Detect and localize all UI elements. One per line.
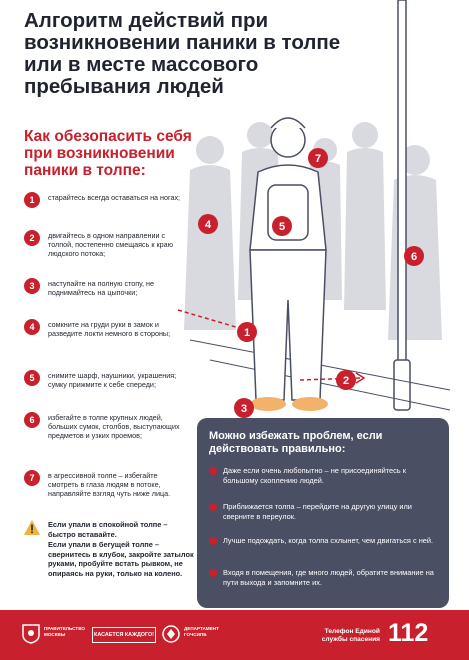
hotline-label: Телефон Единой службы спасения (321, 628, 380, 643)
tip-text: сомкните на груди руки в замок и разведите локти немного в стороны; (48, 320, 171, 339)
tip-text: в агрессивной толпе – избегайте смотреть в глаза людям в потоке, направляйте взгляд чуть ниже лица. (48, 471, 171, 499)
department-emblem-icon (162, 624, 180, 644)
bullet-icon (209, 467, 217, 475)
tip-text: избегайте в толпе крупных людей, больших сумок, столбов, выступающих предметов и узких проемов; (48, 413, 180, 441)
government-logo-text: ПРАВИТЕЛЬСТВО МОСКВЫ (44, 626, 85, 637)
bullet-icon (209, 503, 217, 511)
svg-text:4: 4 (204, 219, 212, 231)
svg-text:7: 7 (314, 153, 322, 165)
tip-number-badge: 5 (24, 370, 40, 386)
section-subtitle: Как обезопасить себя при возникновении паники в толпе: (24, 128, 192, 179)
tip-text: наступайте на полную стопу, не поднимайтесь на цыпочки; (48, 279, 155, 298)
marker-6 (404, 246, 424, 266)
tip-number-badge: 2 (24, 230, 40, 246)
hotline-number: 112 (388, 619, 429, 647)
svg-text:5: 5 (278, 221, 286, 233)
advice-text: Приближается толпа – перейдите на другую улицу или сверните в переулок. (223, 502, 412, 521)
svg-text:1: 1 (243, 327, 251, 339)
svg-text:2: 2 (342, 375, 350, 387)
tip-number-badge: 7 (24, 470, 40, 486)
marker-1 (237, 322, 257, 342)
advice-text: Входя в помещения, где много людей, обратите внимание на пути выхода и запомните их. (223, 568, 434, 587)
warning-line-running: Если упали в бегущей толпе – свернитесь в клубок, закройте затылок руками, пробуйте встать рывком, не опираясь на руки, только на колено. (48, 540, 194, 578)
tip-text: старайтесь всегда оставаться на ногах; (48, 193, 181, 202)
marker-3 (234, 398, 254, 418)
advice-panel (197, 418, 449, 608)
tip-number-badge: 4 (24, 319, 40, 335)
tip-number-badge: 3 (24, 278, 40, 294)
bullet-icon (209, 569, 217, 577)
marker-7 (308, 148, 328, 168)
warning-line-calm: Если упали в спокойной толпе – быстро вставайте. (48, 520, 168, 539)
footer (0, 610, 469, 660)
advice-text: Даже если очень любопытно – не присоединяйтесь к большому скоплению людей. (223, 466, 406, 485)
department-logo-text: ДЕПАРТАМЕНТ ГОЧСИПБ (184, 626, 219, 637)
advice-text: Лучше подождать, когда толпа схлынет, чем двигаться с ней. (223, 536, 434, 545)
svg-text:3: 3 (240, 403, 248, 415)
campaign-logo: КАСАЕТСЯ КАЖДОГО! (92, 627, 156, 643)
marker-5 (272, 216, 292, 236)
page-title: Алгоритм действий при возникновении паники в толпе или в месте массового пребывания людей (24, 9, 341, 98)
tip-text: снимите шарф, наушники, украшения; сумку прижмите к себе спереди; (48, 371, 177, 390)
svg-text:6: 6 (410, 251, 418, 263)
panel-title: Можно избежать проблем, если действовать правильно: (209, 430, 383, 455)
tip-text: двигайтесь в одном направлении с толпой, постепенно смещаясь к краю людского потока; (48, 231, 173, 259)
marker-2 (336, 370, 356, 390)
tip-number-badge: 1 (24, 192, 40, 208)
warning-text (48, 520, 194, 580)
tip-number-badge: 6 (24, 412, 40, 428)
warning-icon (24, 520, 40, 535)
marker-4 (198, 214, 218, 234)
coat-of-arms-icon (22, 624, 40, 644)
bullet-icon (209, 537, 217, 545)
